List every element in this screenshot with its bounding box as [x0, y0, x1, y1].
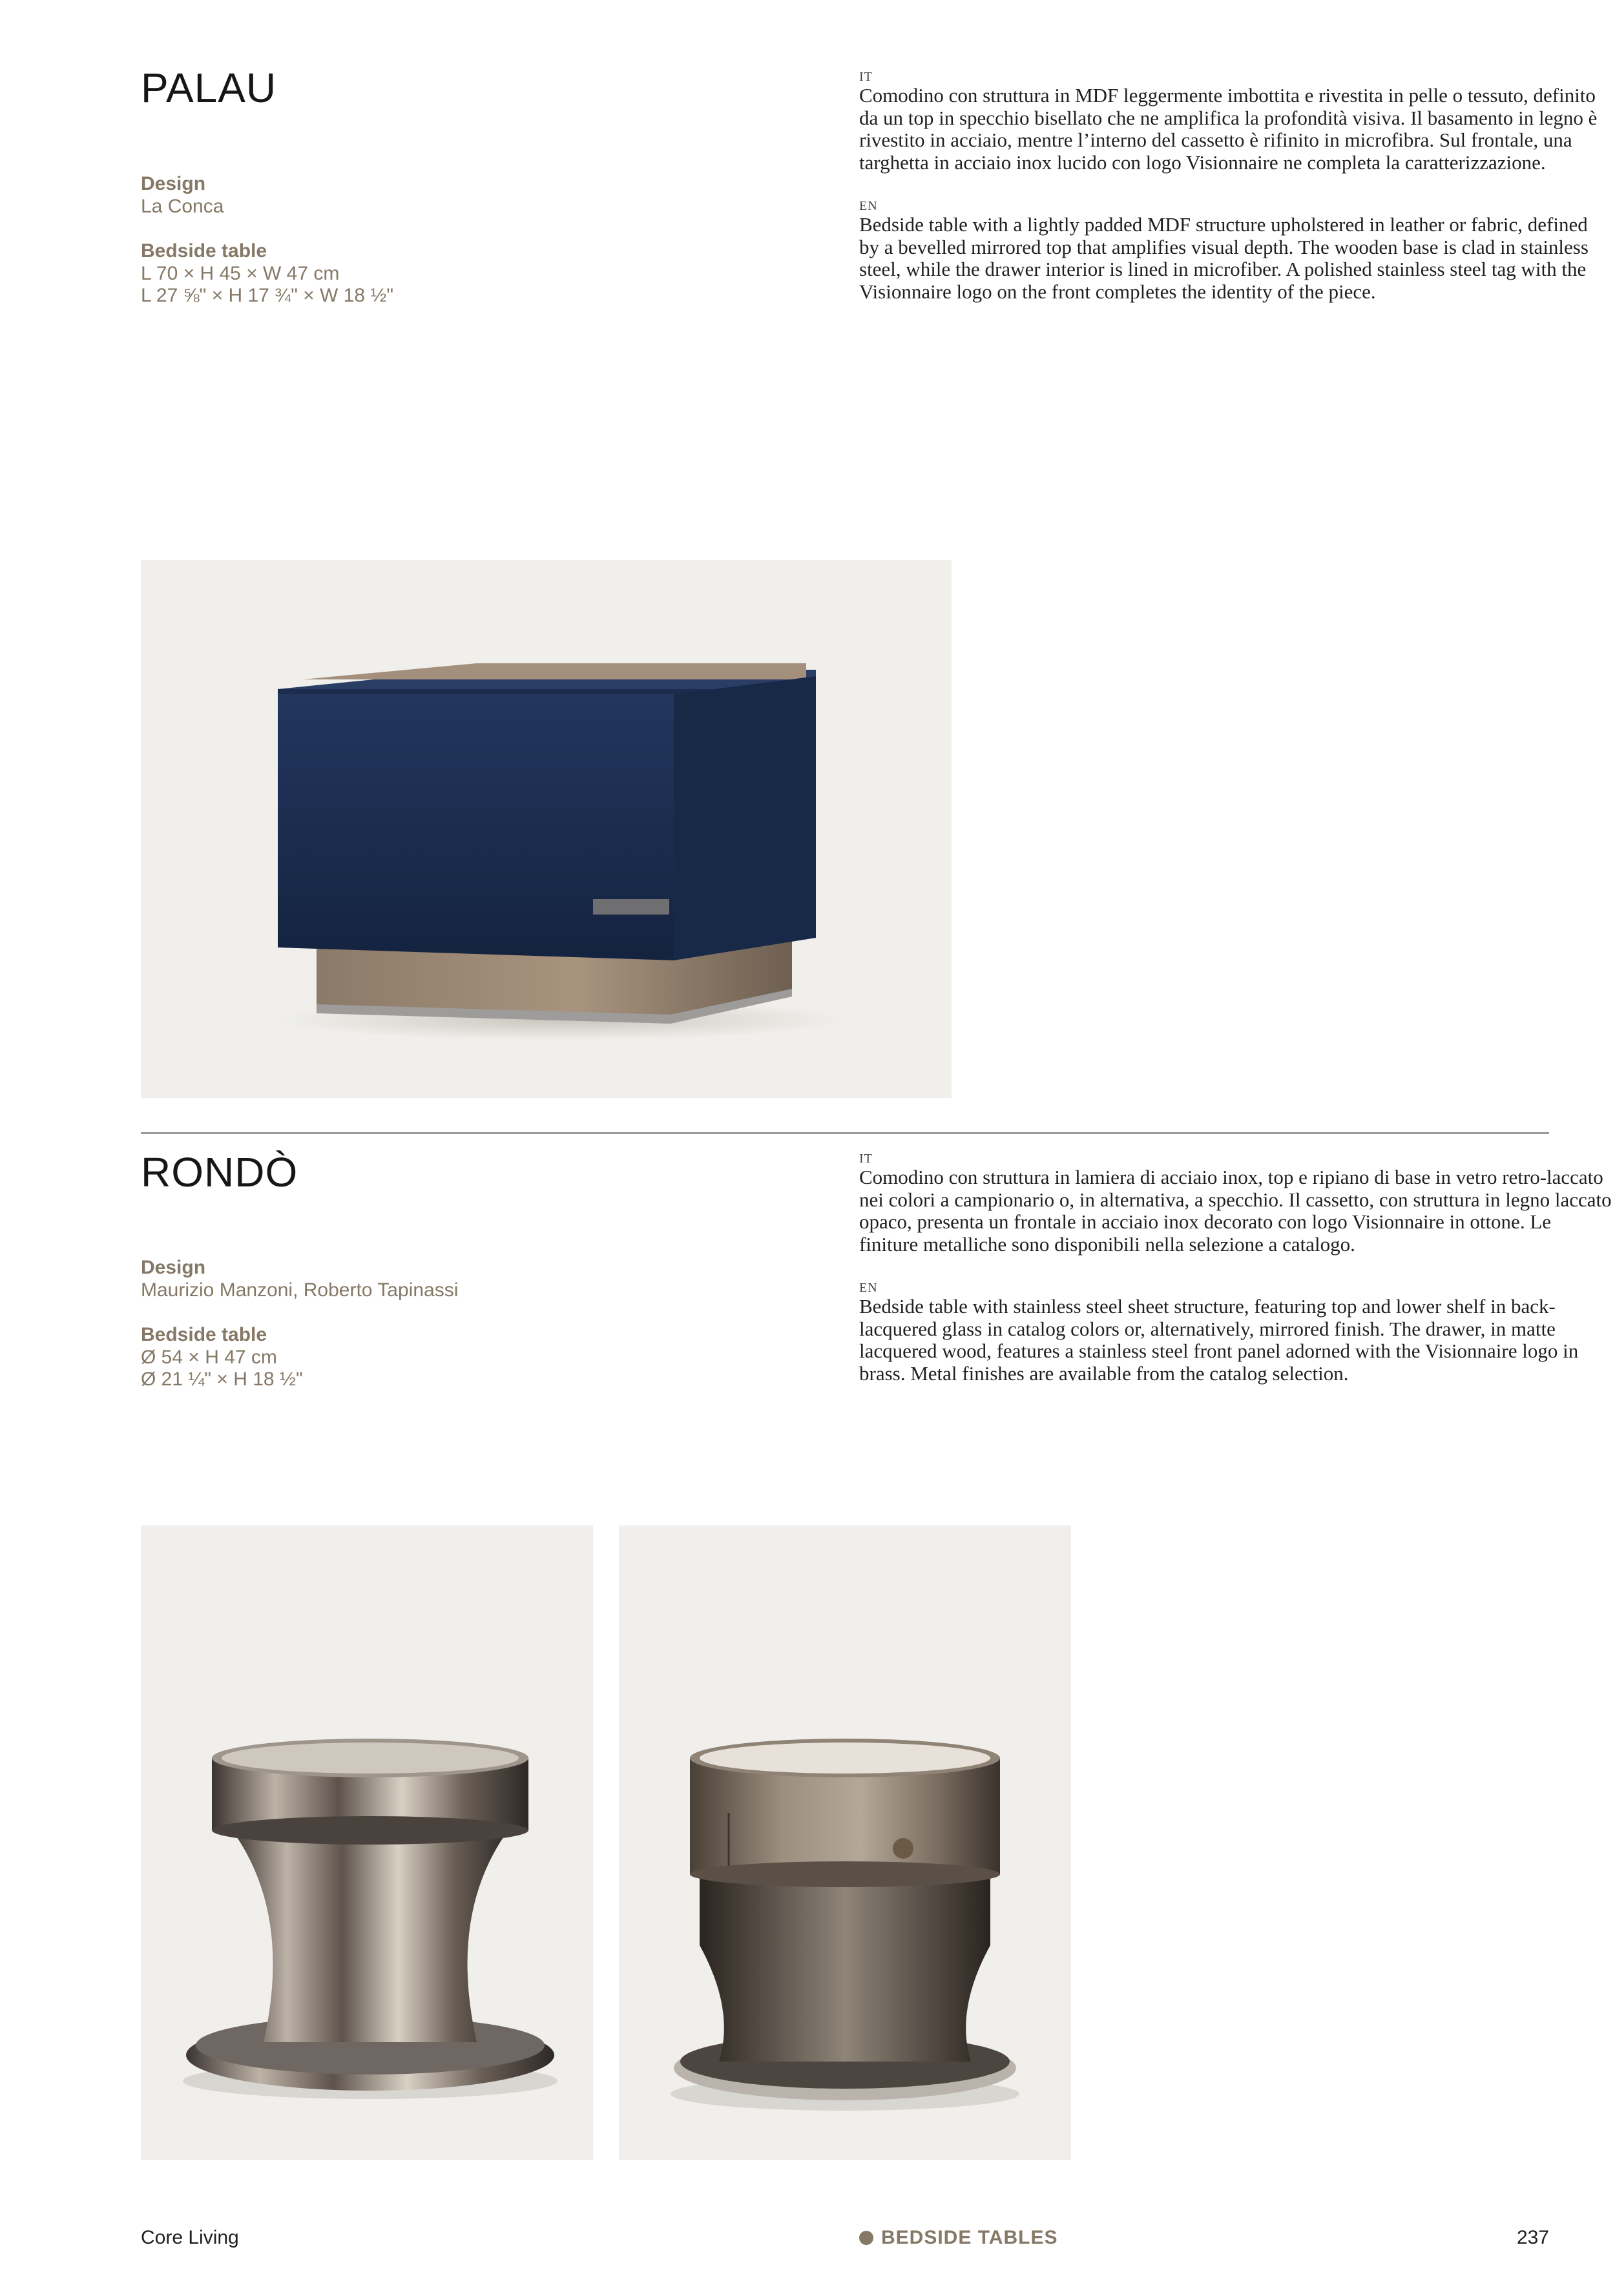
product-title-palau: PALAU [141, 65, 277, 111]
footer-section-label: BEDSIDE TABLES [881, 2227, 1058, 2248]
design-label: Design [141, 1257, 206, 1278]
product-type: Bedside table [141, 1324, 267, 1345]
dimensions-imperial: Ø 21 ¼" × H 18 ½" [141, 1369, 303, 1390]
product-photo-palau [141, 560, 952, 1098]
description-rondo [859, 1152, 1612, 1385]
page-number: 237 [1516, 2227, 1549, 2248]
product-type: Bedside table [141, 240, 267, 262]
palau-table-illustration [141, 560, 952, 1098]
rondo-drawer-illustration [619, 1525, 1071, 2160]
visionnaire-tag [593, 899, 669, 915]
rondo-mirror-illustration [141, 1525, 593, 2160]
product-photo-rondo-mirror [141, 1525, 593, 2160]
lang-label-it: IT [859, 70, 873, 84]
dimensions-imperial: L 27 ⅝" × H 17 ¾" × W 18 ½" [141, 285, 394, 306]
description-en: Bedside table with a lightly padded MDF structure upholstered in leather or fabric, defined by a bevelled mirrored top that amplifies visual depth. The wooden base is clad in stainless steel, while the drawer interior is lined in microfiber. A polished stainless steel tag with the Visionnaire logo on the front completes the identity of the piece. [859, 212, 1589, 304]
designer-name: Maurizio Manzoni, Roberto Tapinassi [141, 1279, 459, 1301]
lang-label-it: IT [859, 1152, 873, 1166]
section-divider [141, 1132, 1549, 1134]
section-dot-icon [859, 2231, 873, 2245]
footer-section [859, 2228, 1058, 2248]
description-it: Comodino con struttura in lamiera di acciaio inox, top e ripiano di base in vetro retro-laccato nei colori a campionario o, in alternativa, a specchio. Il cassetto, con struttura in legno laccato opaco, presenta un frontale in acciaio inox decorato con logo Visionnaire in ottone. Le finiture metalliche sono disponibili nella selezione a catalogo. [859, 1166, 1612, 1256]
description-palau [859, 70, 1612, 304]
design-label: Design [141, 173, 206, 194]
visionnaire-logo-icon [893, 1838, 913, 1859]
dimensions-metric: Ø 54 × H 47 cm [141, 1346, 277, 1368]
designer-name: La Conca [141, 195, 224, 217]
lang-label-en: EN [859, 1280, 878, 1295]
dimensions-metric: L 70 × H 45 × W 47 cm [141, 262, 340, 284]
product-meta-palau [141, 173, 393, 307]
footer-brand: Core Living [141, 2227, 239, 2248]
description-en: Bedside table with stainless steel sheet structure, featuring top and lower shelf in back-lacquered glass in catalog colors or, alternatively, mirrored finish. The drawer, in matte lacquered wood, features a stainless steel front panel adorned with the Visionnaire logo in brass. Metal finishes are available from the catalog selection. [859, 1294, 1579, 1385]
description-it: Comodino con struttura in MDF leggermente imbottita e rivestita in pelle o tessuto, definito da un top in specchio bisellato che ne amplifica la profondità visiva. Il basamento in legno è rivestito in acciaio, mentre l’interno del cassetto è rifinito in microfibra. Sul frontale, una targhetta in acciaio inox lucido con logo Visionnaire ne completa la caratterizzazione. [859, 84, 1598, 174]
product-meta-rondo [141, 1257, 458, 1391]
lang-label-en: EN [859, 198, 878, 213]
product-title-rondo: RONDÒ [141, 1149, 298, 1195]
product-photo-rondo-drawer [619, 1525, 1071, 2160]
